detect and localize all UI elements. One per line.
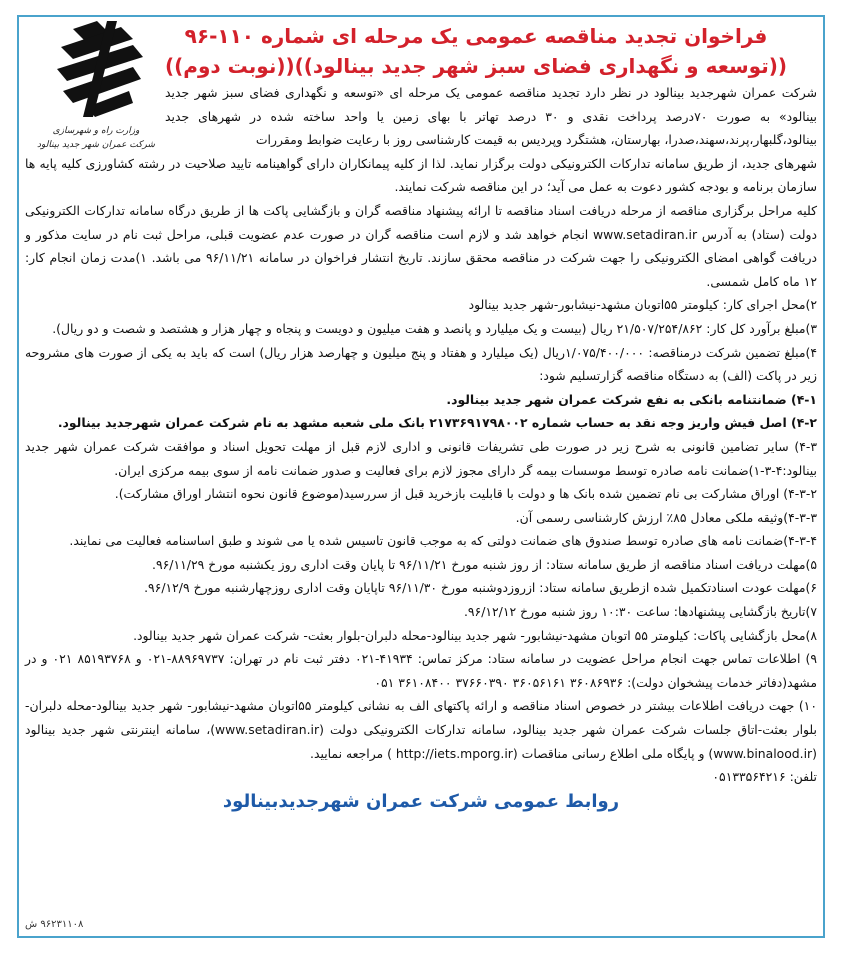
logo-mark-icon xyxy=(33,21,159,151)
public-relations-signature: روابط عمومی شرکت عمران شهرجدیدبینالود xyxy=(222,790,620,812)
item-more-info: ۱۰) جهت دریافت اطلاعات بیشتر در خصوص اسناد مناقصه و ارائه پاکتهای الف به نشانی کیلومتر ۵۵اتوبان مشهد-نیشابور- شهر جدید بینالود-محله دلبران-بلوار بعثت-اتاق جلسات شرکت عمران شهر جدید بینالود، سامانه تدارکات الکترونیکی دولت (www.setadiran.ir)، سامانه اینترنتی شهر جدید بینالود (www.binalood.ir) و پایگاه ملی اطلاع رسانی مناقصات (http://iets.mporg.ir ) مراجعه نمایید. xyxy=(25,698,817,761)
ad-code: ۹۶۲۳۱۱۰۸ ش xyxy=(25,919,84,930)
intro-paragraph-3: کلیه مراحل برگزاری مناقصه از مرحله دریافت اسناد مناقصه تا ارائه پیشنهاد مناقصه گران و بازگشایی پاکت ها از طریق درگاه سامانه تدارکات الکترونیکی دولت (ستاد) به آدرس www.setadiran.ir انجام خواهد شد و لازم است مناقصه گران در صورت عدم عضویت قبلی، مراحل ثبت نام در سایت مذکور و دریافت گواهی امضای الکترونیکی را جهت شرکت در مناقصه محقق سازند. تاریخ انتشار فراخوان در سامانه ۹۶/۱۱/۲۱ می باشد. ۱)مدت زمان انجام کار: ۱۲ ماه کامل شمسی. xyxy=(25,202,817,289)
item-guarantee-4-1: ۴-۱) ضمانتنامه بانکی به نفع شرکت عمران شهر جدید بینالود. xyxy=(446,391,817,407)
item-opening-date: ۷)تاریخ بازگشایی پیشنهادها: ساعت ۱۰:۳۰ روز شنبه مورخ ۹۶/۱۲/۱۲. xyxy=(463,604,817,620)
title-line-1: فراخوان تجدید مناقصه عمومی یک مرحله ای شماره ۱۱۰-۹۶ xyxy=(184,24,768,48)
svg-text:شرکت عمران شهر جدید بینالود: شرکت عمران شهر جدید بینالود xyxy=(37,140,155,150)
item-guarantee-4-3-4: ۴-۳-۴)ضمانت نامه های صادره توسط صندوق های ضمانت دولتی که به موجب قانون تاسیس شده یا می شوند و طبق اساسنامه فعالیت می نمایند. xyxy=(69,533,817,549)
item-guarantee-4-3-3: ۴-۳-۳)وثیقه ملکی معادل ۸۵٪ ارزش کارشناسی رسمی آن. xyxy=(515,509,817,525)
item-opening-location: ۸)محل بازگشایی پاکات: کیلومتر ۵۵ اتوبان مشهد-نیشابور- شهر جدید بینالود-محله دلبران-بلوار بعثت- شرکت عمران شهر جدید بینالود. xyxy=(133,627,817,643)
item-document-deadline: ۵)مهلت دریافت اسناد مناقصه از طریق سامانه ستاد: از روز شنبه مورخ ۹۶/۱۱/۲۱ تا پایان وقت اداری روز یکشنبه مورخ ۹۶/۱۱/۲۹. xyxy=(152,556,817,572)
intro-paragraph-1: شرکت عمران شهرجدید بینالود در نظر دارد تجدید مناقصه عمومی یک مرحله ای «توسعه و نگهداری فضای سبز شهر جدید بینالود» به صورت ۷۰درصد پرداخت نقدی و ۳۰ درصد تهاتر با بهای زمین یا واحد ساخته شده در شهرهای جدید بینالود،گلبهار،پرند،سهند،صدرا، بهارستان، هشتگرد وپردیس به قیمت کارشناسی روز با رعایت ضوابط ومقررات xyxy=(165,85,817,148)
tender-notice xyxy=(17,15,825,938)
phone-number: تلفن: ۰۵۱۳۳۵۶۴۲۱۶ xyxy=(712,769,817,785)
title-line-2: ((توسعه و نگهداری فضای سبز شهر جدید بینالود))((نوبت دوم)) xyxy=(165,54,787,78)
item-guarantee-4-2: ۴-۲) اصل فیش واریز وجه نقد به حساب شماره ۲۱۷۳۶۹۱۷۹۸۰۰۲ بانک ملی شعبه مشهد به نام شرکت عمران شهرجدید بینالود. xyxy=(57,415,817,431)
item-location: ۲)محل اجرای کار: کیلومتر ۵۵اتوبان مشهد-نیشابور-شهر جدید بینالود xyxy=(468,297,817,313)
item-guarantee: ۴)مبلغ تضمین شرکت درمناقصه: ۱/۰۷۵/۴۰۰/۰۰۰ریال (یک میلیارد و هفتاد و پنج میلیون و چهارصد هزار ریال) است که باید به یکی از صورت های مشروحه زیر در پاکت (الف) به دستگاه مناقصه گزارتسلیم شود: xyxy=(25,344,817,384)
intro-paragraph-2: شهرهای جدید، از طریق سامانه تدارکات الکترونیکی دولت برگزار نماید. لذا از کلیه پیمانکاران دارای گواهینامه تایید صلاحیت در رشته کشاورزی کلیه پایه ها سازمان برنامه و بودجه کشور دعوت به عمل می آید؛ در این مناقصه شرکت نمایند. xyxy=(25,155,817,195)
svg-text:وزارت راه و شهرسازی: وزارت راه و شهرسازی xyxy=(52,126,140,136)
item-estimate: ۳)مبلغ برآورد کل کار: ۲۱/۵۰۷/۲۵۴/۸۶۲ ریال (بیست و یک میلیارد و پانصد و هفت میلیون و دویست و پنجاه و چهار هزار و هشتصد و شصت و دو ریال). xyxy=(52,320,817,336)
item-contact-info: ۹) اطلاعات تماس جهت انجام مراحل عضویت در سامانه ستاد: مرکز تماس: ۴۱۹۳۴-۰۲۱ دفتر ثبت نام در تهران: ۸۸۹۶۹۷۳۷-۰۲۱ و ۸۵۱۹۳۷۶۸ ۰۲۱ و در مشهد(دفاتر خدمات پیشخوان دولت): ۳۶۰۸۶۹۳۶ ۳۶۰۵۶۱۶۱ ۳۷۶۶۰۳۹۰ ۳۶۱۰۸۴۰۰ ۰۵۱ xyxy=(25,651,817,690)
item-guarantee-4-3: ۴-۳) سایر تضامین قانونی به شرح زیر در صورت طی تشریفات قانونی و اداری لازم قبل از مهلت تحویل اسناد و موافقت شرکت عمران شهر جدید بینالود:۴-۳-۱)ضمانت نامه صادره توسط موسسات بیمه گر دارای مجوز لازم برای فعالیت و صدور ضمانت نامه از سوی بیمه مرکزی ایران. xyxy=(25,438,817,478)
company-logo xyxy=(33,21,159,151)
notice-title xyxy=(135,21,817,81)
item-guarantee-4-3-2: ۴-۳-۲) اوراق مشارکت بی نام تضمین شده بانک ها و دولت با قابلیت بازخرید قبل از سررسید(موضوع قانون نحوه انتشار اوراق مشارکت). xyxy=(114,486,817,502)
notice-body xyxy=(25,81,817,789)
item-return-deadline: ۶)مهلت عودت اسنادتکمیل شده ازطریق سامانه ستاد: ازروزدوشنبه مورخ ۹۶/۱۱/۳۰ تاپایان وقت اداری روزچهارشنبه مورخ ۹۶/۱۲/۹. xyxy=(144,580,817,596)
